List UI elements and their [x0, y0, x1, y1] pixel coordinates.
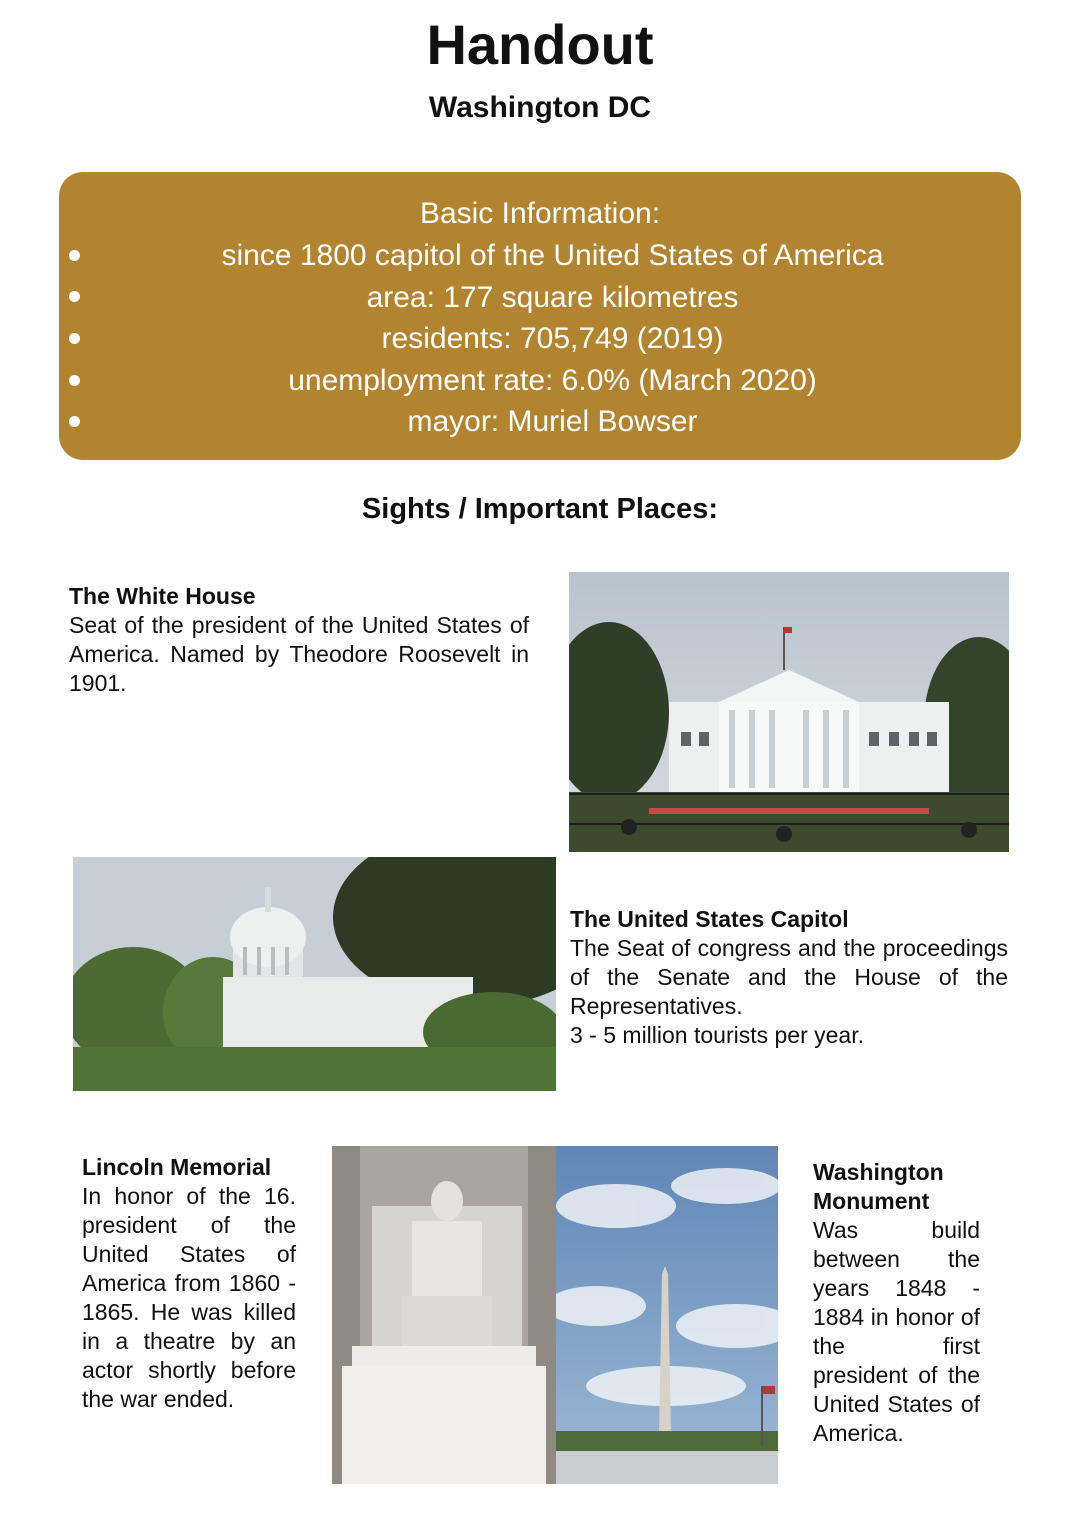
capitol-section [570, 905, 1008, 1050]
white-house-text: Seat of the president of the United States of America. Named by Theodore Roosevelt in 1901. [69, 612, 529, 696]
white-house-title: The White House [69, 583, 256, 609]
white-house-section [69, 582, 529, 698]
page-title: Handout [426, 13, 654, 76]
washington-text: Was build between the years 1848 - 1884 in honor of the first president of the United States of America. [813, 1217, 980, 1446]
page-subtitle: Washington DC [428, 91, 652, 124]
washington-monument-photo [556, 1146, 778, 1484]
basic-info-item: unemployment rate: 6.0% (March 2020) [288, 364, 817, 397]
lincoln-photo [332, 1146, 556, 1484]
lincoln-title: Lincoln Memorial [82, 1154, 272, 1180]
basic-info-item: mayor: Muriel Bowser [407, 405, 698, 438]
sights-heading: Sights / Important Places: [361, 493, 719, 525]
lincoln-section [82, 1153, 296, 1414]
capitol-text: The Seat of congress and the proceedings of the Senate and the House of the Representatives. [570, 935, 1008, 1019]
capitol-title: The United States Capitol [570, 906, 849, 932]
lincoln-text: In honor of the 16. president of the United States of America from 1860 - 1865. He was killed in a theatre by an actor shortly before the war ended. [82, 1183, 296, 1412]
capitol-photo [73, 857, 556, 1091]
basic-info-item: since 1800 capitol of the United States of America [221, 239, 884, 272]
basic-info-heading: Basic Information: [419, 197, 661, 230]
basic-info-item: area: 177 square kilometres [366, 281, 739, 314]
washington-title: Washington Monument [813, 1159, 944, 1214]
white-house-photo [569, 572, 1009, 852]
capitol-tourists: 3 - 5 million tourists per year. [570, 1022, 865, 1048]
basic-info-item: residents: 705,749 (2019) [381, 322, 724, 355]
washington-section [813, 1158, 980, 1448]
